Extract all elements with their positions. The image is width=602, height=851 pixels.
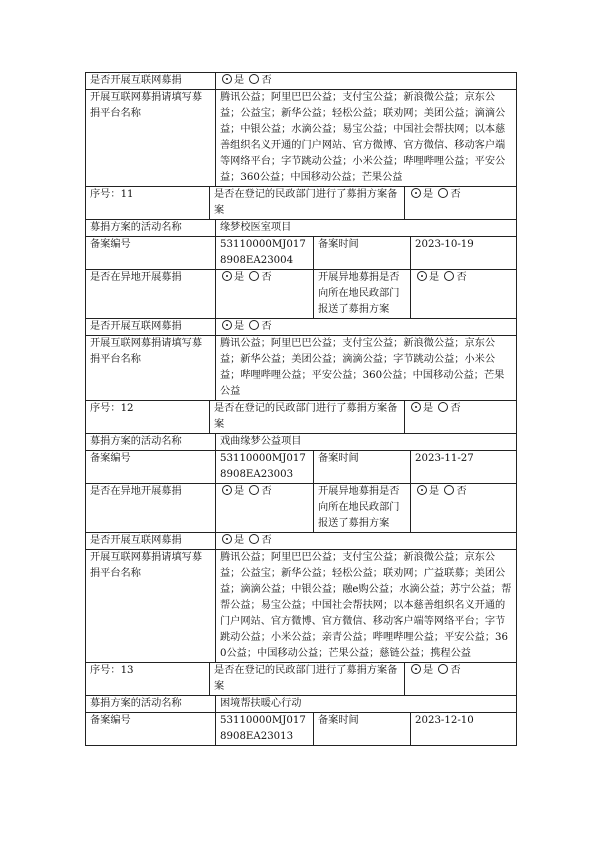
no-label: 否 [261, 272, 272, 283]
fundraising-table [85, 72, 517, 746]
checked-circle-icon[interactable] [417, 271, 427, 281]
table-row [86, 696, 517, 713]
no-label: 否 [261, 75, 272, 86]
yes-label: 是 [423, 403, 434, 414]
table-row [86, 484, 517, 533]
table-row [86, 237, 517, 270]
record-no-value: 53110000MJ0178908EA23013 [216, 713, 314, 746]
yes-label: 是 [429, 272, 440, 283]
table-row [86, 401, 517, 434]
activity-label: 募捐方案的活动名称 [86, 696, 216, 713]
remote-label: 是否在异地开展募捐 [86, 270, 216, 319]
no-label: 否 [261, 535, 272, 546]
yes-label: 是 [423, 189, 434, 200]
no-label: 否 [450, 403, 461, 414]
record-no-label: 备案编号 [86, 713, 216, 746]
seq-cell [86, 187, 210, 220]
checked-circle-icon[interactable] [411, 188, 421, 198]
seq-label: 序号： [90, 403, 121, 414]
circle-icon[interactable] [444, 485, 454, 495]
seq-label: 序号： [90, 665, 121, 676]
table-row [86, 533, 517, 550]
remote-report-options [411, 270, 517, 319]
remote-report-label: 开展异地募捐是否向所在地民政部门报送了募捐方案 [314, 270, 411, 319]
filed-question: 是否在登记的民政部门进行了募捐方案备案 [210, 187, 405, 220]
no-label: 否 [456, 272, 467, 283]
activity-value: 困境帮扶暖心行动 [216, 696, 517, 713]
yes-label: 是 [234, 75, 245, 86]
table-row [86, 73, 517, 90]
circle-icon[interactable] [249, 271, 259, 281]
table-row [86, 336, 517, 401]
remote-options [216, 484, 314, 533]
remote-options [216, 270, 314, 319]
record-time-value: 2023-10-19 [411, 237, 517, 270]
yes-label: 是 [423, 665, 434, 676]
platforms-value: 腾讯公益；阿里巴巴公益；支付宝公益；新浪微公益；京东公益；公益宝；新华公益；轻松公益；联劝网；美团公益；滴滴公益；中银公益；水滴公益；易宝公益；中国社会帮扶网；以本慈善组织名义开通的门户网站、官方微博、官方微信、移动客户端等网络平台；字节跳动公益；小米公益；哔哩哔哩公益；平安公益；360公益；中国移动公益；芒果公益 [216, 90, 517, 187]
remote-label: 是否在异地开展募捐 [86, 484, 216, 533]
checked-circle-icon[interactable] [222, 534, 232, 544]
table-row [86, 713, 517, 746]
circle-icon[interactable] [438, 402, 448, 412]
checked-circle-icon[interactable] [222, 74, 232, 84]
activity-value: 缘梦校医室项目 [216, 220, 517, 237]
filed-options [405, 663, 517, 696]
platforms-label: 开展互联网募捐请填写募捐平台名称 [86, 550, 216, 663]
remote-report-label: 开展异地募捐是否向所在地民政部门报送了募捐方案 [314, 484, 411, 533]
yes-label: 是 [234, 321, 245, 332]
internet-label: 是否开展互联网募捐 [86, 533, 216, 550]
table-row [86, 90, 517, 187]
activity-label: 募捐方案的活动名称 [86, 434, 216, 451]
internet-label: 是否开展互联网募捐 [86, 319, 216, 336]
record-time-value: 2023-12-10 [411, 713, 517, 746]
table-row [86, 270, 517, 319]
no-label: 否 [456, 486, 467, 497]
yes-label: 是 [234, 535, 245, 546]
platforms-label: 开展互联网募捐请填写募捐平台名称 [86, 336, 216, 401]
no-label: 否 [450, 189, 461, 200]
circle-icon[interactable] [249, 74, 259, 84]
seq-cell [86, 401, 210, 434]
platforms-value: 腾讯公益；阿里巴巴公益；支付宝公益；新浪微公益；京东公益；公益宝；新华公益；轻松公益；联劝网；广益联募；美团公益；滴滴公益；中银公益；融e购公益；水滴公益；苏宁公益；帮帮公益；易宝公益；中国社会帮扶网；以本慈善组织名义开通的门户网站、官方微博、官方微信、移动客户端等网络平台；字节跳动公益；小米公益；亲青公益；哔哩哔哩公益；平安公益；360公益；中国移动公益；芒果公益；慈链公益；携程公益 [216, 550, 517, 663]
internet-label: 是否开展互联网募捐 [86, 73, 216, 90]
platforms-label: 开展互联网募捐请填写募捐平台名称 [86, 90, 216, 187]
checked-circle-icon[interactable] [222, 485, 232, 495]
yes-label: 是 [234, 272, 245, 283]
record-no-value: 53110000MJ0178908EA23003 [216, 451, 314, 484]
seq-label: 序号： [90, 189, 121, 200]
record-no-label: 备案编号 [86, 451, 216, 484]
record-time-label: 备案时间 [314, 237, 411, 270]
checked-circle-icon[interactable] [417, 485, 427, 495]
filed-options [405, 401, 517, 434]
checked-circle-icon[interactable] [411, 664, 421, 674]
filed-question: 是否在登记的民政部门进行了募捐方案备案 [210, 663, 405, 696]
table-row [86, 663, 517, 696]
seq-value: 11 [120, 189, 134, 200]
filed-options [405, 187, 517, 220]
internet-options [216, 73, 517, 90]
record-time-value: 2023-11-27 [411, 451, 517, 484]
table-row [86, 550, 517, 663]
table-row [86, 319, 517, 336]
circle-icon[interactable] [249, 320, 259, 330]
platforms-value: 腾讯公益；阿里巴巴公益；支付宝公益；新浪微公益；京东公益；新华公益；美团公益；滴滴公益；字节跳动公益；小米公益；哔哩哔哩公益；平安公益；360公益；中国移动公益；芒果公益 [216, 336, 517, 401]
no-label: 否 [450, 665, 461, 676]
internet-options [216, 533, 517, 550]
checked-circle-icon[interactable] [222, 271, 232, 281]
record-no-value: 53110000MJ0178908EA23004 [216, 237, 314, 270]
checked-circle-icon[interactable] [411, 402, 421, 412]
remote-report-options [411, 484, 517, 533]
record-time-label: 备案时间 [314, 713, 411, 746]
seq-value: 12 [120, 403, 134, 414]
table-row [86, 187, 517, 220]
checked-circle-icon[interactable] [222, 320, 232, 330]
circle-icon[interactable] [249, 485, 259, 495]
circle-icon[interactable] [438, 664, 448, 674]
yes-label: 是 [234, 486, 245, 497]
seq-cell [86, 663, 210, 696]
seq-value: 13 [120, 665, 134, 676]
activity-label: 募捐方案的活动名称 [86, 220, 216, 237]
circle-icon[interactable] [249, 534, 259, 544]
record-no-label: 备案编号 [86, 237, 216, 270]
filed-question: 是否在登记的民政部门进行了募捐方案备案 [210, 401, 405, 434]
circle-icon[interactable] [438, 188, 448, 198]
no-label: 否 [261, 321, 272, 332]
internet-options [216, 319, 517, 336]
record-time-label: 备案时间 [314, 451, 411, 484]
no-label: 否 [261, 486, 272, 497]
circle-icon[interactable] [444, 271, 454, 281]
yes-label: 是 [429, 486, 440, 497]
table-row [86, 434, 517, 451]
table-row [86, 220, 517, 237]
table-row [86, 451, 517, 484]
activity-value: 戏曲缘梦公益项目 [216, 434, 517, 451]
